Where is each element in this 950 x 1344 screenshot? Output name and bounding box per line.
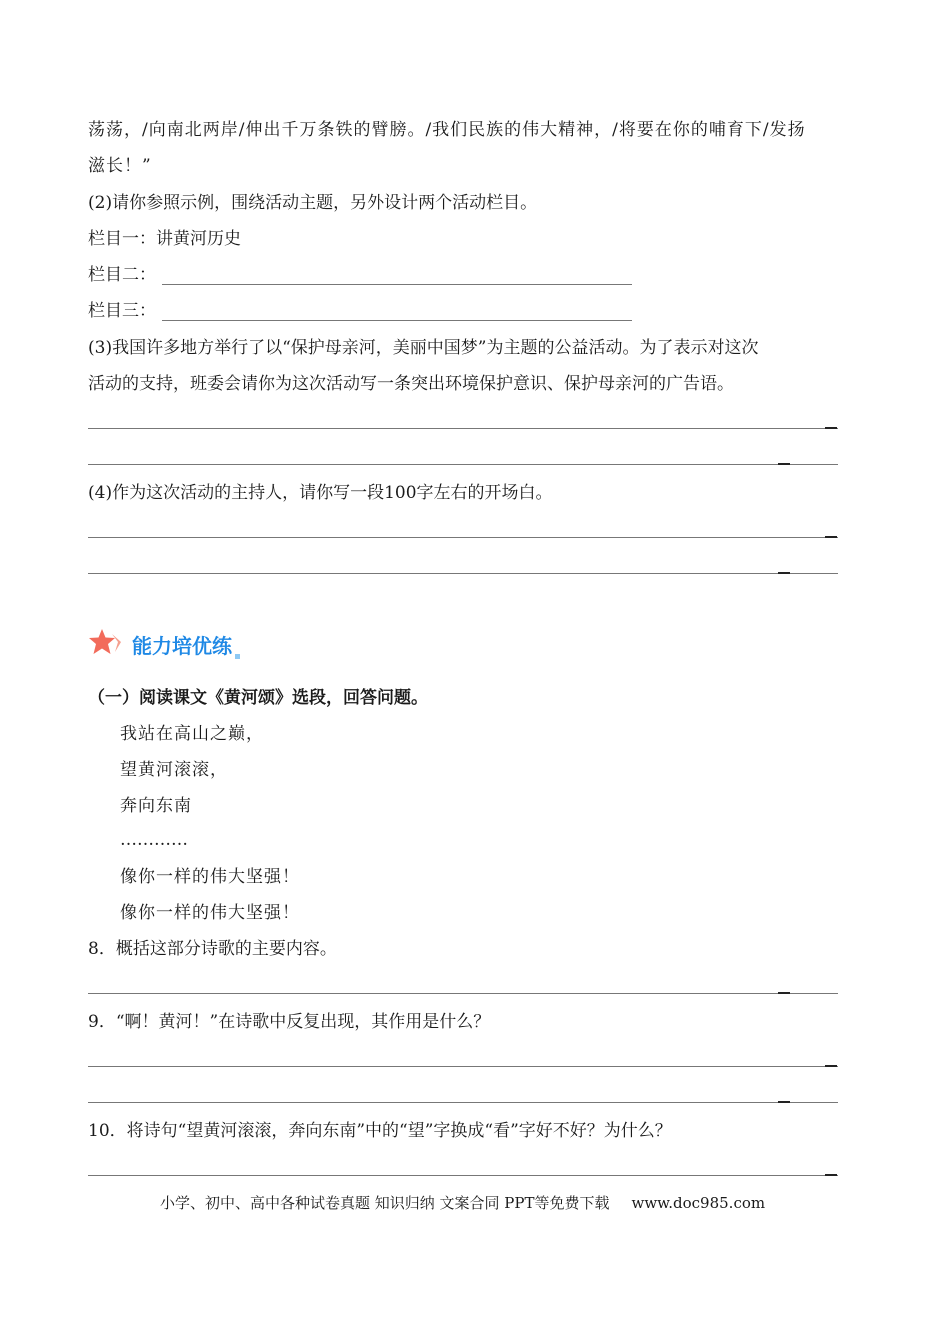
section-title <box>132 630 240 659</box>
poem-line: 我站在高山之巅， <box>120 724 264 744</box>
q8-answer-line[interactable] <box>88 993 838 994</box>
q3-line-2: 活动的支持，班委会请你为这次活动写一条突出环境保护意识、保护母亲河的广告语。 <box>88 374 734 394</box>
poem-tail-line-1: 荡荡，/向南北两岸/伸出千万条铁的臂膀。/我们民族的伟大精神，/将要在你的哺育下/发扬 <box>88 120 806 140</box>
question-8: 8．概括这部分诗歌的主要内容。 <box>88 939 337 959</box>
q9-answer-line-1[interactable] <box>88 1066 838 1067</box>
question-10: 10．将诗句“望黄河滚滚，奔向东南”中的“望”字换成“看”字好不好？为什么？ <box>88 1121 672 1141</box>
q2-item-3-answer-line[interactable] <box>162 320 632 321</box>
star-icon <box>88 628 122 656</box>
q9-answer-tick-1 <box>825 1065 837 1067</box>
q4-answer-tick-2 <box>778 572 790 574</box>
q10-answer-line[interactable] <box>88 1175 838 1176</box>
poem-line: 像你一样的伟大坚强！ <box>120 867 300 887</box>
q2-item-1: 栏目一：讲黄河历史 <box>88 229 241 249</box>
footer-text: 小学、初中、高中各种试卷真题 知识归纳 文案合同 PPT等免费下载 <box>160 1194 610 1212</box>
poem-line: 奔向东南 <box>120 796 192 816</box>
q4-answer-tick-1 <box>825 536 837 538</box>
section-title-dot <box>235 654 240 659</box>
q2-item-2-label: 栏目二： <box>88 265 156 285</box>
q2-item-3-label: 栏目三： <box>88 301 156 321</box>
q4-line-1: (4)作为这次活动的主持人，请你写一段100字左右的开场白。 <box>88 483 553 503</box>
reading-heading: （一）阅读课文《黄河颂》选段，回答问题。 <box>88 688 428 708</box>
q10-answer-tick <box>825 1174 837 1176</box>
q4-answer-line-1[interactable] <box>88 537 838 538</box>
question-9: 9．“啊！黄河！”在诗歌中反复出现，其作用是什么？ <box>88 1012 491 1032</box>
q8-answer-tick <box>778 992 790 994</box>
section-title-text: 能力培优练 <box>132 634 232 658</box>
q3-answer-line-2[interactable] <box>88 464 838 465</box>
footer-site-link[interactable]: www.doc985.com <box>631 1194 766 1212</box>
q2-prompt: (2)请你参照示例，围绕活动主题，另外设计两个活动栏目。 <box>88 193 538 213</box>
q3-answer-line-1[interactable] <box>88 428 838 429</box>
q2-item-2-answer-line[interactable] <box>162 284 632 285</box>
poem-line: 望黄河滚滚， <box>120 760 228 780</box>
q9-answer-line-2[interactable] <box>88 1102 838 1103</box>
q3-answer-tick-1 <box>825 427 837 429</box>
poem-ellipsis: ………… <box>120 830 188 850</box>
q3-answer-tick-2 <box>778 463 790 465</box>
q4-answer-line-2[interactable] <box>88 573 838 574</box>
poem-line: 像你一样的伟大坚强！ <box>120 903 300 923</box>
poem-tail-line-2: 滋长！” <box>88 156 152 176</box>
q3-line-1: (3)我国许多地方举行了以“保护母亲河，美丽中国梦”为主题的公益活动。为了表示对这次 <box>88 338 759 358</box>
q9-answer-tick-2 <box>778 1101 790 1103</box>
footer <box>160 1192 765 1213</box>
